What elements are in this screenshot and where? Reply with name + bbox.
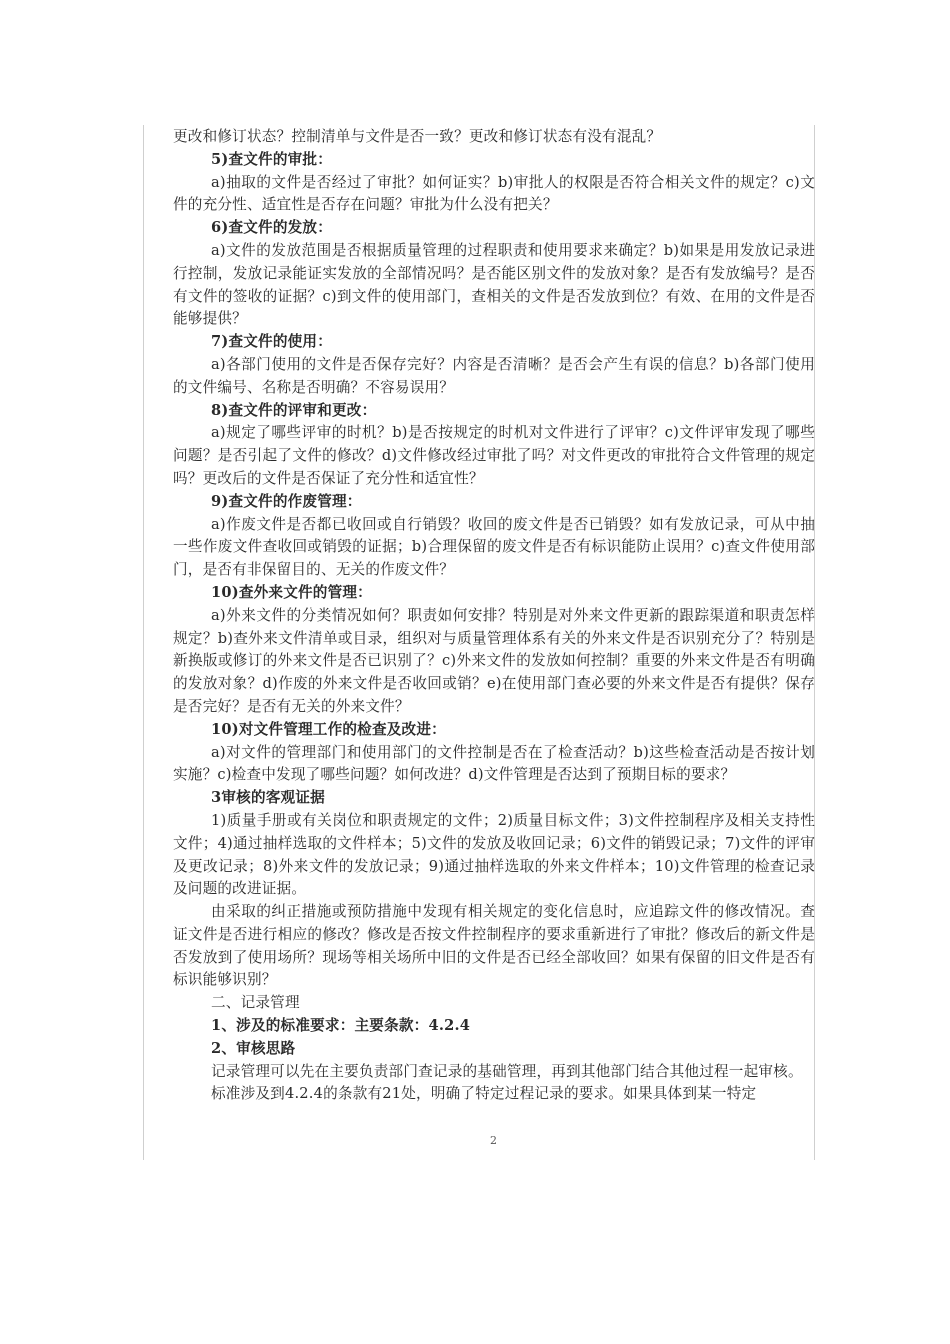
paragraph: 9)查文件的作废管理：: [211, 492, 362, 510]
paragraph: 由采取的纠正措施或预防措施中发现有相关规定的变化信息时，应追踪文件的修改情况。查证文件是否进行相应的修改？修改是否按文件控制程序的要求重新进行了审批？修改后的新文件是否发放到了使用场所？现场等相关场所中旧的文件是否已经全部收回？如果有保留的旧文件是否有标识能够识别？: [173, 903, 815, 989]
paragraph: 3审核的客观证据: [211, 789, 325, 807]
paragraph: 1)质量手册或有关岗位和职责规定的文件；2)质量目标文件；3)文件控制程序及相关支持性文件；4)通过抽样选取的文件样本；5)文件的发放及收回记录；6)文件的销毁记录；7)文件的评审及更改记录；8)外来文件的发放记录；9)通过抽样选取的外来文件样本；10)文件管理的检查记录及问题的改进证据。: [173, 811, 815, 898]
paragraph: a)文件的发放范围是否根据质量管理的过程职责和使用要求来确定？b)如果是用发放记录进行控制，发放记录能证实发放的全部情况吗？是否能区别文件的发放对象？是否有发放编号？是否有文件的签收的证据？c)到文件的使用部门，查相关的文件是否发放到位？有效、在用的文件是否能够提供？: [173, 241, 815, 328]
paragraph: 10)查外来文件的管理：: [211, 583, 372, 601]
paragraph: 5)查文件的审批：: [211, 150, 333, 168]
paragraph: a)规定了哪些评审的时机？b)是否按规定的时机对文件进行了评审？c)文件评审发现了哪些问题？是否引起了文件的修改？d)文件修改经过审批了吗？对文件更改的审批符合文件管理的规定吗？更改后的文件是否保证了充分性和适宜性？: [173, 424, 815, 487]
paragraph: a)外来文件的分类情况如何？职责如何安排？特别是对外来文件更新的跟踪渠道和职责怎样规定？b)查外来文件清单或目录，组织对与质量管理体系有关的外来文件是否识别充分了？特别是新换版或修订的外来文件是否已识别了？c)外来文件的发放如何控制？重要的外来文件是否有明确的发放对象？d)作废的外来文件是否收回或销？e)在使用部门查必要的外来文件是否有提供？保存是否完好？是否有无关的外来文件？: [173, 606, 815, 715]
paragraph: 更改和修订状态？控制清单与文件是否一致？更改和修订状态有没有混乱？: [173, 128, 662, 145]
paragraph: a)抽取的文件是否经过了审批？如何证实？b)审批人的权限是否符合相关文件的规定？c)文件的充分性、适宜性是否存在问题？审批为什么没有把关？: [173, 173, 815, 214]
paragraph: 10)对文件管理工作的检查及改进：: [211, 720, 446, 738]
paragraph: a)各部门使用的文件是否保存完好？内容是否清晰？是否会产生有误的信息？b)各部门使用的文件编号、名称是否明确？不容易误用？: [173, 355, 815, 396]
paragraph: a)对文件的管理部门和使用部门的文件控制是否在了检查活动？b)这些检查活动是否按计划实施？c)检查中发现了哪些问题？如何改进？d)文件管理是否达到了预期目标的要求？: [173, 743, 815, 784]
paragraph: 记录管理可以先在主要负责部门查记录的基础管理，再到其他部门结合其他过程一起审核。: [211, 1062, 803, 1080]
paragraph: a)作废文件是否都已收回或自行销毁？收回的废文件是否已销毁？如有发放记录，可从中抽一些作废文件查收回或销毁的证据；b)合理保留的废文件是否有标识能防止误用？c)查文件使用部门，是否有非保留目的、无关的作废文件？: [173, 515, 815, 579]
paragraph: 8)查文件的评审和更改：: [211, 401, 377, 419]
page-number: 2: [490, 1134, 497, 1147]
document-body: [173, 126, 815, 1106]
paragraph: 6)查文件的发放：: [211, 219, 333, 237]
left-margin-rule: [143, 125, 144, 1160]
paragraph: 1、涉及的标准要求：主要条款：4.2.4: [211, 1017, 471, 1035]
paragraph: 7)查文件的使用：: [211, 333, 333, 351]
paragraph: 二、记录管理: [211, 994, 300, 1012]
paragraph: 2、审核思路: [211, 1039, 296, 1057]
paragraph: 标准涉及到4.2.4的条款有21处，明确了特定过程记录的要求。如果具体到某一特定: [211, 1085, 757, 1103]
